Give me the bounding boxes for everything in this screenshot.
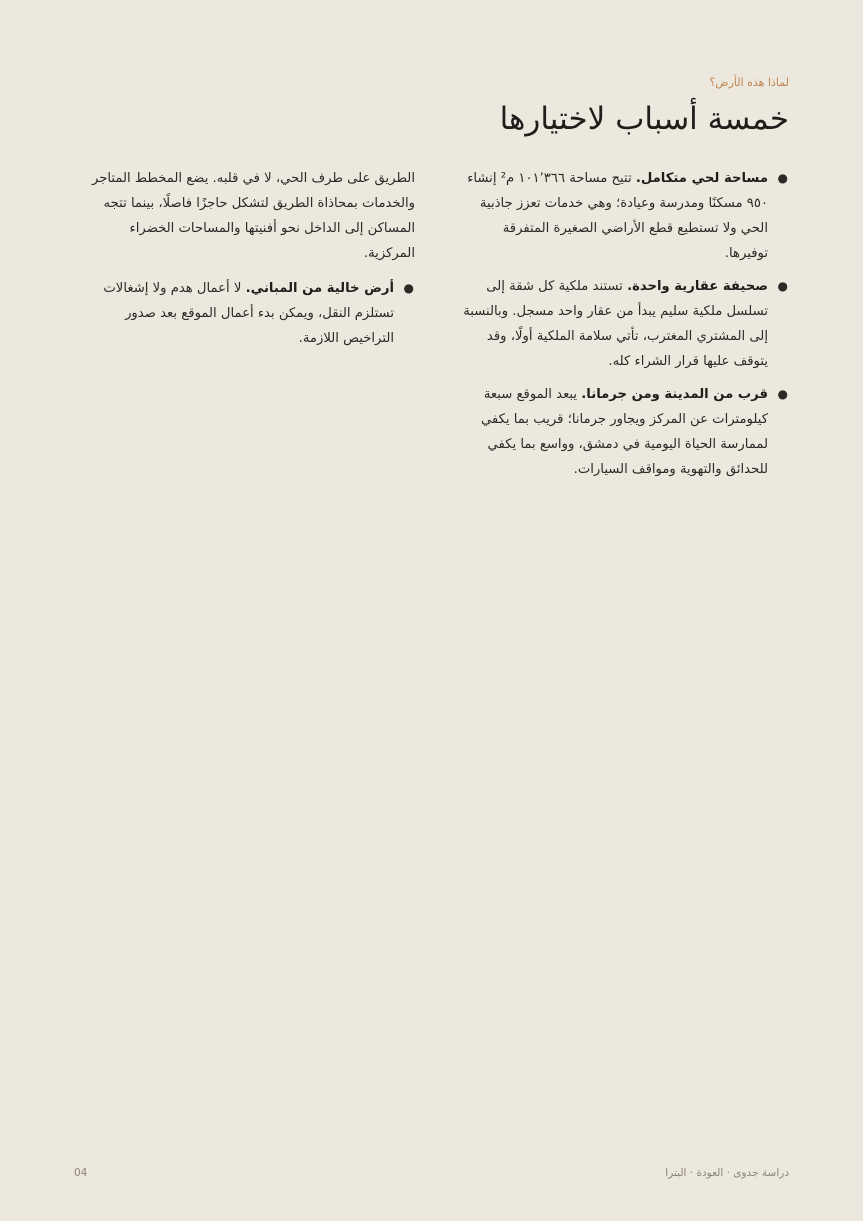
bullet-icon: ●	[777, 171, 788, 185]
page-number: 04	[74, 1167, 88, 1179]
item-text: يبعد الموقع سبعة كيلومترات عن المركز ويجاور جرمانا؛ قريب بما يكفي لممارسة الحياة اليومية في دمشق، وواسع بما يكفي للحدائق والتهوية ومواقف السيارات.	[480, 387, 768, 477]
list-item	[463, 382, 789, 482]
page-title: خمسة أسباب لاختيارها	[499, 101, 789, 137]
bullet-icon: ●	[777, 279, 788, 293]
item-heading: مساحة لحي متكامل.	[635, 171, 768, 186]
section-eyebrow: لماذا هذه الأرض؟	[709, 76, 789, 89]
bullet-icon: ●	[403, 281, 414, 295]
item-heading: أرض خالية من المباني.	[245, 281, 394, 296]
reasons-list	[463, 166, 789, 482]
list-item	[77, 276, 415, 351]
bullet-icon: ●	[777, 387, 788, 401]
item-text: لا أعمال هدم ولا إشغالات تستلزم النقل، ويمكن بدء أعمال الموقع بعد صدور التراخيص اللازمة.	[103, 281, 394, 346]
list-item	[463, 274, 789, 374]
list-item	[463, 166, 789, 266]
item-heading: صحيفة عقارية واحدة.	[627, 279, 768, 294]
item-heading: قرب من المدينة ومن جرمانا.	[581, 387, 768, 402]
running-title: دراسة جدوى · العودة · البترا	[665, 1167, 789, 1179]
right-column	[463, 166, 789, 490]
left-column	[77, 166, 415, 359]
item-text: تتيح مساحة ١٠١٬٣٦٦ م² إنشاء ٩٥٠ مسكنًا ومدرسة وعيادة؛ وهي خدمات تعزز جاذبية الحي ولا تستطيع قطع الأراضي الصغيرة المتفرقة توفيرها.	[467, 171, 768, 261]
item-text: تستند ملكية كل شقة إلى تسلسل ملكية سليم يبدأ من عقار واحد مسجل. وبالنسبة إلى المشتري المغترب، تأتي سلامة الملكية أولًا، وقد يتوقف عليها قرار الشراء كله.	[463, 279, 768, 369]
continued-paragraph: الطريق على طرف الحي، لا في قلبه. يضع المخطط المتاجر والخدمات بمحاذاة الطريق لتشكل حاجزًا فاصلًا، بينما تتجه المساكن إلى الداخل نحو أفنيتها والمساحات الخضراء المركزية.	[91, 171, 415, 261]
reasons-list-continued	[77, 276, 415, 351]
